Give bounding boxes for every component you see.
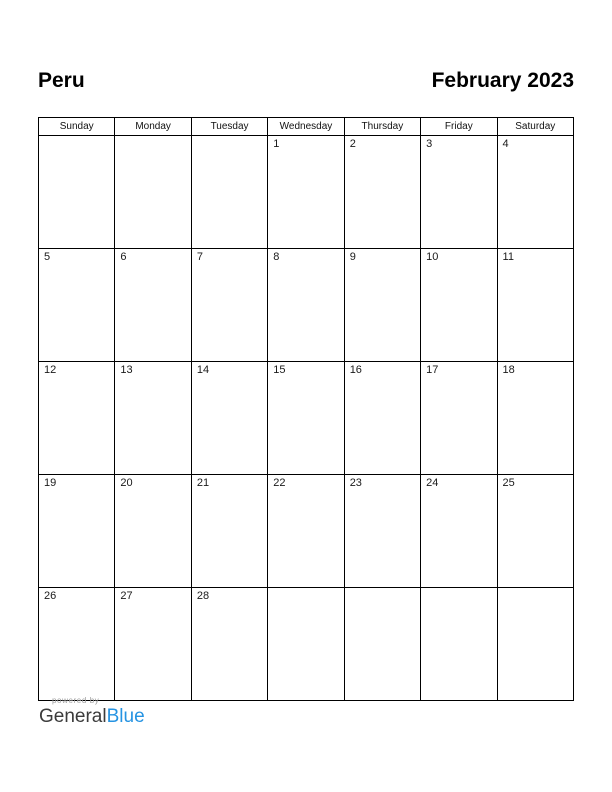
weekday-header-wednesday: Wednesday bbox=[268, 118, 344, 136]
day-number: 15 bbox=[273, 364, 286, 376]
calendar-week-row bbox=[39, 362, 574, 475]
calendar-week-row bbox=[39, 249, 574, 362]
calendar-day-cell bbox=[39, 475, 115, 588]
calendar-table bbox=[38, 117, 574, 701]
calendar-day-cell bbox=[497, 249, 573, 362]
day-number: 18 bbox=[502, 364, 515, 376]
day-number: 11 bbox=[502, 251, 514, 263]
day-number: 23 bbox=[349, 477, 362, 489]
day-number: 3 bbox=[426, 138, 433, 150]
brand-general-text: General bbox=[39, 706, 107, 727]
brand-blue-text: Blue bbox=[106, 706, 145, 727]
day-number: 10 bbox=[426, 251, 439, 263]
day-number: 16 bbox=[349, 364, 362, 376]
calendar-day-cell bbox=[39, 588, 115, 701]
calendar-day-cell bbox=[497, 362, 573, 475]
day-number: 17 bbox=[426, 364, 439, 376]
calendar-body bbox=[39, 136, 574, 701]
calendar-day-cell bbox=[268, 475, 344, 588]
calendar-empty-cell bbox=[421, 588, 497, 701]
day-number: 9 bbox=[349, 251, 356, 263]
calendar-day-cell bbox=[268, 136, 344, 249]
month-year-title: February 2023 bbox=[431, 69, 574, 92]
day-number: 8 bbox=[273, 251, 280, 263]
day-number: 25 bbox=[502, 477, 515, 489]
calendar-empty-cell bbox=[115, 136, 191, 249]
calendar-day-cell bbox=[344, 249, 420, 362]
day-number: 19 bbox=[44, 477, 57, 489]
weekday-header-row bbox=[39, 118, 574, 136]
day-number: 28 bbox=[196, 590, 210, 602]
weekday-header-tuesday: Tuesday bbox=[191, 118, 267, 136]
calendar-day-cell bbox=[191, 588, 267, 701]
generalblue-logo bbox=[39, 707, 145, 728]
day-number: 12 bbox=[44, 364, 57, 376]
calendar-empty-cell bbox=[39, 136, 115, 249]
day-number: 4 bbox=[502, 138, 509, 150]
calendar-day-cell bbox=[191, 249, 267, 362]
calendar-day-cell bbox=[115, 475, 191, 588]
weekday-header-thursday: Thursday bbox=[344, 118, 420, 136]
calendar-week-row bbox=[39, 588, 574, 701]
calendar-day-cell bbox=[421, 362, 497, 475]
day-number: 21 bbox=[196, 477, 210, 489]
weekday-header-sunday: Sunday bbox=[39, 118, 115, 136]
calendar-day-cell bbox=[421, 475, 497, 588]
day-number: 2 bbox=[349, 138, 356, 150]
calendar-empty-cell bbox=[344, 588, 420, 701]
weekday-header-monday: Monday bbox=[115, 118, 191, 136]
calendar-day-cell bbox=[191, 475, 267, 588]
day-number: 24 bbox=[426, 477, 439, 489]
day-number: 26 bbox=[44, 590, 57, 602]
calendar-day-cell bbox=[421, 136, 497, 249]
calendar-day-cell bbox=[268, 249, 344, 362]
calendar-day-cell bbox=[39, 362, 115, 475]
day-number: 5 bbox=[44, 251, 51, 263]
calendar-empty-cell bbox=[497, 588, 573, 701]
calendar-day-cell bbox=[115, 588, 191, 701]
footer-logo bbox=[39, 697, 145, 728]
powered-by-label: powered by bbox=[52, 696, 100, 705]
calendar-day-cell bbox=[115, 249, 191, 362]
calendar-day-cell bbox=[497, 136, 573, 249]
day-number: 13 bbox=[120, 364, 133, 376]
weekday-header-friday: Friday bbox=[421, 118, 497, 136]
calendar-empty-cell bbox=[268, 588, 344, 701]
day-number: 7 bbox=[196, 251, 203, 263]
calendar-empty-cell bbox=[191, 136, 267, 249]
calendar-day-cell bbox=[344, 475, 420, 588]
weekday-header-saturday: Saturday bbox=[497, 118, 573, 136]
calendar-day-cell bbox=[344, 136, 420, 249]
calendar-day-cell bbox=[268, 362, 344, 475]
calendar-week-row bbox=[39, 136, 574, 249]
calendar-day-cell bbox=[115, 362, 191, 475]
day-number: 22 bbox=[273, 477, 286, 489]
day-number: 6 bbox=[120, 251, 127, 263]
calendar-week-row bbox=[39, 475, 574, 588]
day-number: 20 bbox=[120, 477, 133, 489]
calendar-day-cell bbox=[344, 362, 420, 475]
page-header bbox=[38, 68, 574, 93]
calendar-day-cell bbox=[497, 475, 573, 588]
day-number: 1 bbox=[273, 138, 280, 150]
calendar-day-cell bbox=[191, 362, 267, 475]
calendar-day-cell bbox=[39, 249, 115, 362]
day-number: 14 bbox=[196, 364, 210, 376]
calendar-day-cell bbox=[421, 249, 497, 362]
day-number: 27 bbox=[120, 590, 133, 602]
country-title: Peru bbox=[38, 69, 85, 92]
